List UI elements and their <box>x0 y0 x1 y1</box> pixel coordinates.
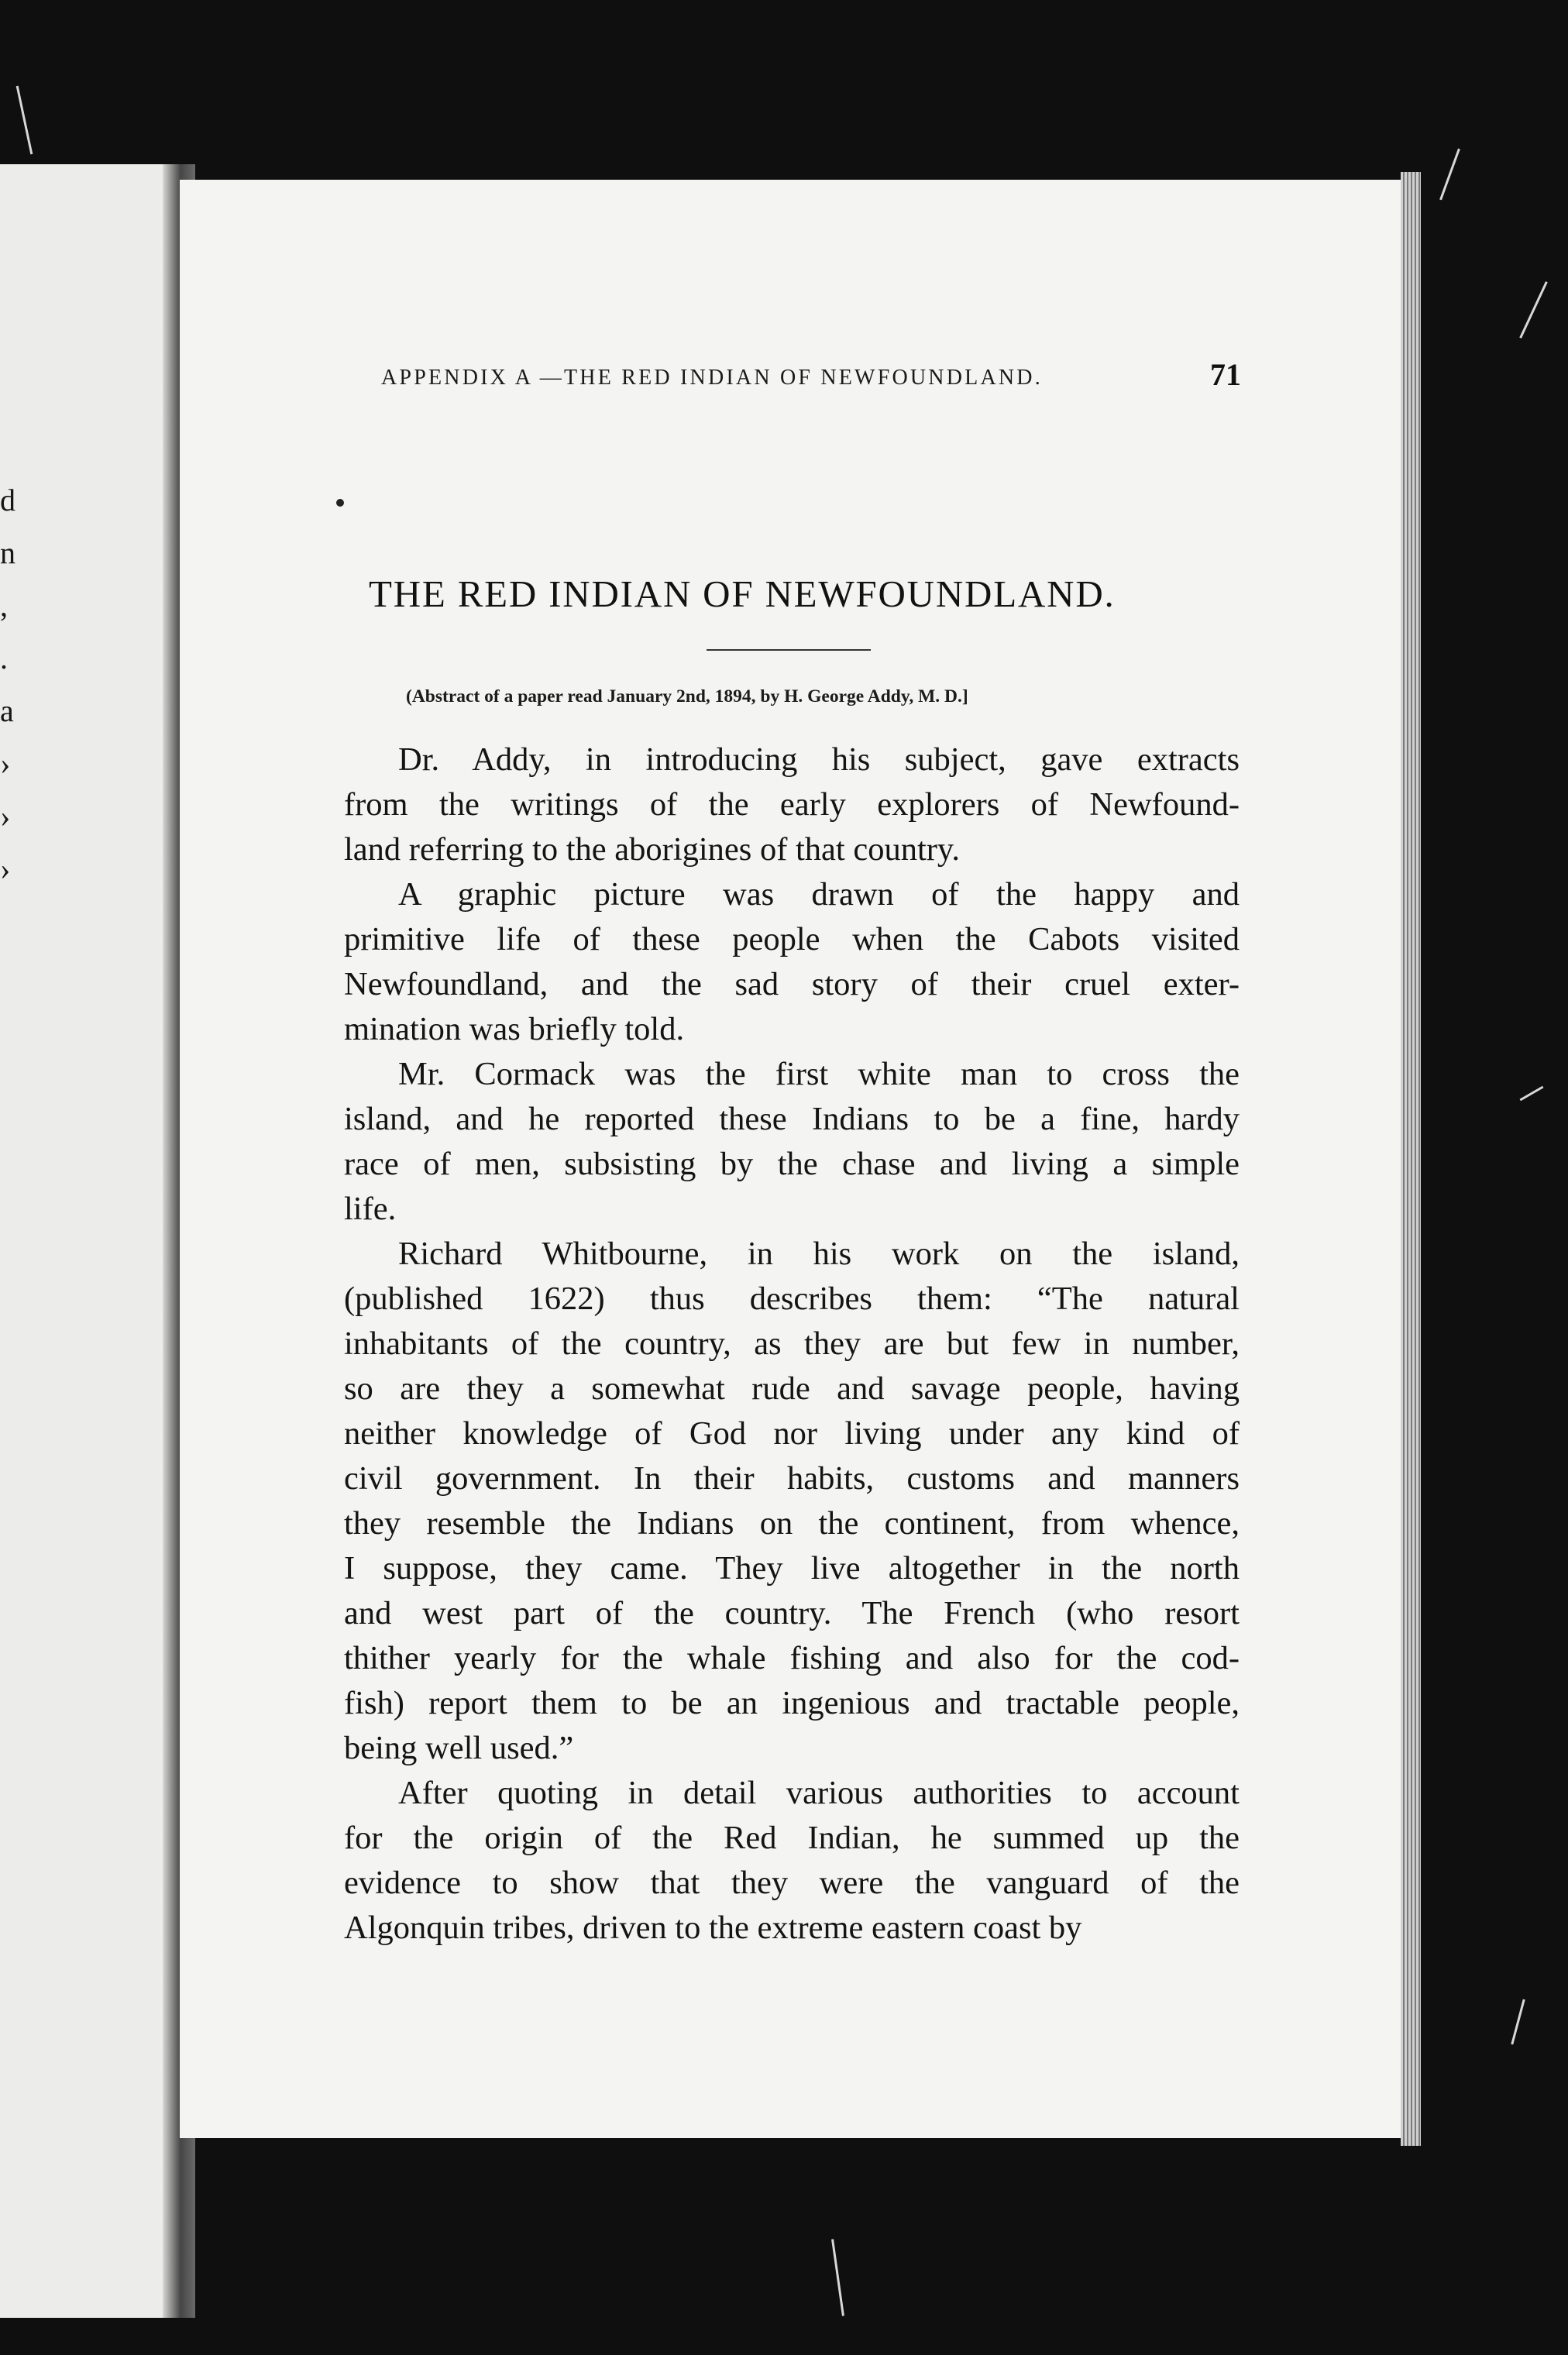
paragraph-line: (published 1622) thus describes them: “The natural <box>344 1281 1240 1317</box>
paragraph-line: being well used.” <box>344 1730 574 1766</box>
paragraph-line: evidence to show that they were the vanguard of the <box>344 1865 1240 1901</box>
film-scratch <box>1519 281 1548 339</box>
paragraph-line: Richard Whitbourne, in his work on the island, <box>398 1236 1240 1272</box>
paragraph-line: A graphic picture was drawn of the happy and <box>398 876 1240 913</box>
paragraph-line: Mr. Cormack was the first white man to cross the <box>398 1056 1240 1092</box>
paragraph-line: race of men, subsisting by the chase and living a simple <box>344 1146 1240 1182</box>
facing-page-fragment: › <box>0 799 11 834</box>
paragraph-line: Newfoundland, and the sad story of their cruel exter- <box>344 966 1240 1002</box>
facing-page-fragment: , <box>0 588 8 623</box>
paragraph-line: mination was briefly told. <box>344 1011 685 1047</box>
paragraph-line: After quoting in detail various authorities to account <box>398 1775 1240 1811</box>
paragraph-line: they resemble the Indians on the continent, from whence, <box>344 1505 1240 1542</box>
paragraph-line: island, and he reported these Indians to be a fine, hardy <box>344 1101 1240 1137</box>
page-edge <box>1401 172 1421 2146</box>
paragraph-line: for the origin of the Red Indian, he summed up the <box>344 1820 1240 1856</box>
facing-page-fragment: . <box>0 641 8 676</box>
facing-page-fragment: › <box>0 746 11 781</box>
paragraph-line: life. <box>344 1191 397 1227</box>
facing-page-fragment: a <box>0 693 14 728</box>
facing-page-fragment: d <box>0 483 15 517</box>
paragraph-line: land referring to the aborigines of that country. <box>344 831 961 868</box>
paragraph-line: neither knowledge of God nor living under any kind of <box>344 1415 1240 1452</box>
paragraph-line: and west part of the country. The French (who resort <box>344 1595 1240 1631</box>
film-scratch <box>16 86 33 155</box>
running-head: APPENDIX A —THE RED INDIAN OF NEWFOUNDLAND. <box>381 366 1043 390</box>
facing-page-fragment: › <box>0 851 11 886</box>
paragraph-line: so are they a somewhat rude and savage people, having <box>344 1370 1240 1407</box>
paragraph-line: Dr. Addy, in introducing his subject, gave extracts <box>398 741 1240 778</box>
paragraph-line: primitive life of these people when the Cabots visited <box>344 921 1240 957</box>
stray-mark <box>336 499 344 507</box>
paragraph-line: inhabitants of the country, as they are but few in number, <box>344 1325 1240 1362</box>
film-scratch <box>1439 149 1460 201</box>
paragraph-line: from the writings of the early explorers of Newfound- <box>344 786 1240 823</box>
article-body <box>344 737 1240 1951</box>
paragraph-line: Algonquin tribes, driven to the extreme eastern coast by <box>344 1910 1082 1946</box>
film-scratch <box>1511 1999 1525 2045</box>
film-scratch <box>831 2239 844 2315</box>
facing-page-text-fragments <box>0 474 31 896</box>
paragraph-line: fish) report them to be an ingenious and tractable people, <box>344 1685 1240 1721</box>
byline: (Abstract of a paper read January 2nd, 1894, by H. George Addy, M. D.] <box>406 686 968 706</box>
film-scratch <box>1520 1086 1544 1102</box>
page-number: 71 <box>1210 357 1241 392</box>
paragraph-line: civil government. In their habits, customs and manners <box>344 1460 1240 1497</box>
paragraph-line: thither yearly for the whale fishing and also for the cod- <box>344 1640 1240 1676</box>
paragraph-line: I suppose, they came. They live altogether in the north <box>344 1550 1240 1587</box>
facing-page-fragment: n <box>0 535 15 570</box>
article-title: THE RED INDIAN OF NEWFOUNDLAND. <box>369 572 1116 615</box>
title-rule <box>707 649 871 651</box>
